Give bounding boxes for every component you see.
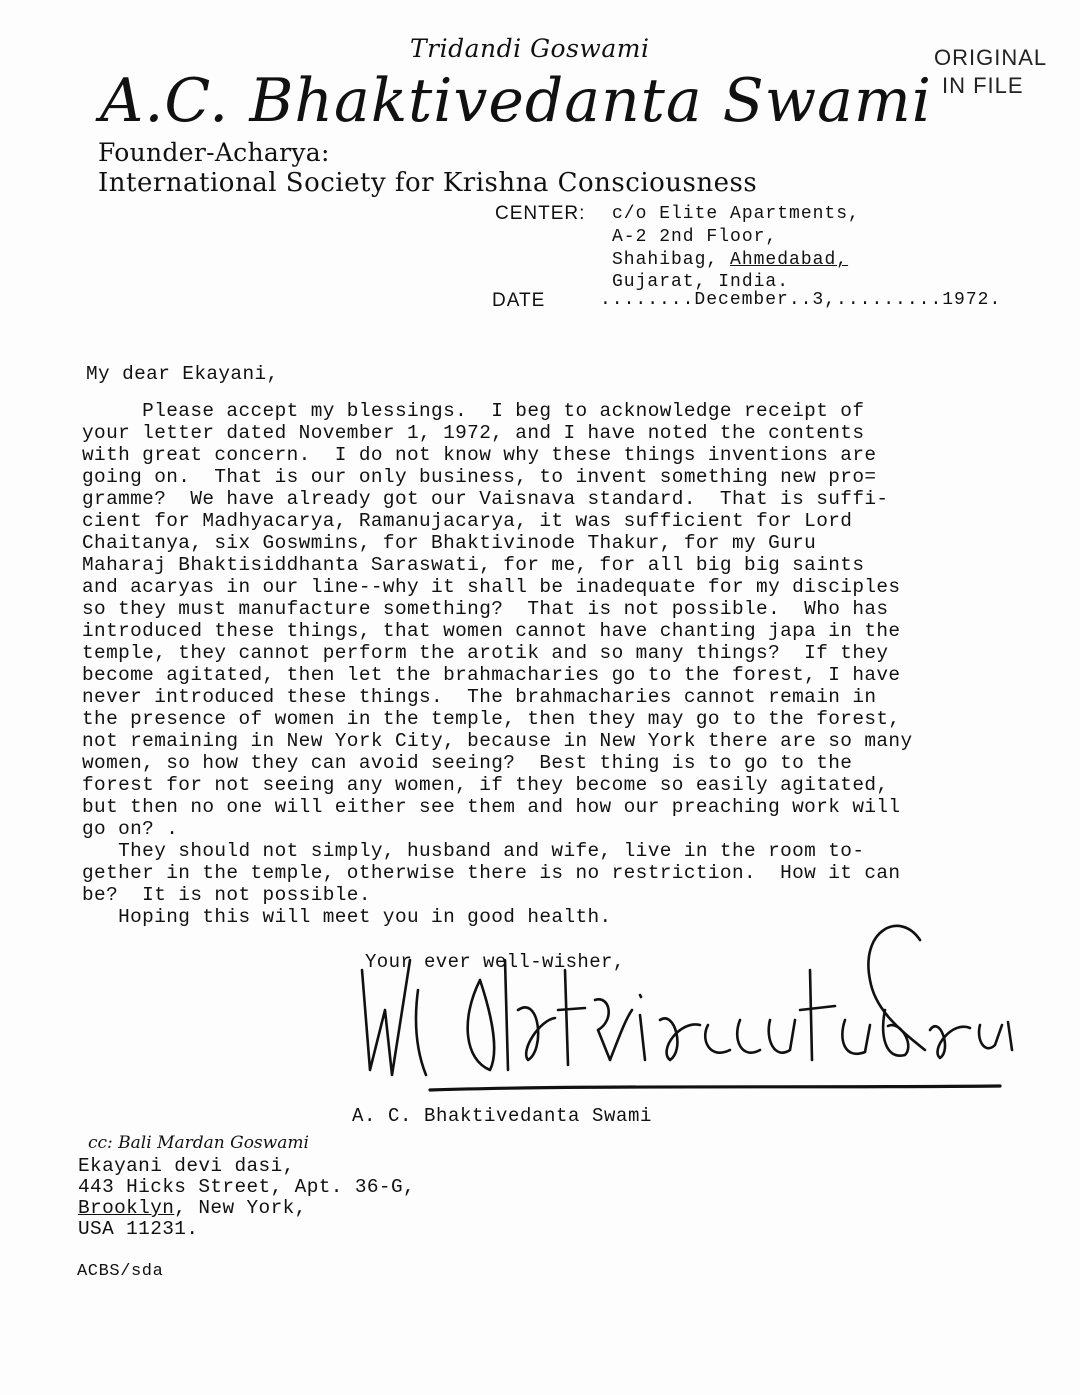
body-paragraph-1: Please accept my blessings. I beg to acknowledge receipt of your letter dated November 1, 1972, and I have noted the contents with great concern. I do not know why these things inventions are going on. That is our only business, to invent something new pro= gramme? We have already got our Vaisnava standard. That is suffi- cient for Madhyacarya, Ramanujacarya, it was sufficient for Lord Chaitanya, six Goswmins, for Bhaktivinode Thakur, for my Guru Maharaj Bhaktisiddhanta Saraswati, for me, for all big big saints and acaryas in our line--why it shall be inadequate for my disciples so they must manufacture something? That is not possible. Who has introduced these things, that women cannot have chanting japa in the temple, they cannot perform the arotik and so many things? If they become agitated, then let the brahmacharies go to the forest, I have never introduced these things. The brahmacharies cannot remain in the presence of women in the temple, then they may go to the forest, not remaining in New York City, because in New York there are so many women, so how they can avoid seeing? Best thing is to go to the forest for not seeing any women, if they become so easily agitated, but then no one will either see them and how our preaching work will go on? . (82, 400, 913, 840)
stamp-line-1: ORIGINAL (934, 45, 1048, 70)
closing: Your ever well-wisher, (365, 951, 625, 973)
recipient-line-3 (78, 1197, 307, 1219)
address-city: Ahmedabad, (730, 250, 849, 270)
address-line-1: c/o Elite Apartments, (612, 204, 860, 224)
society-name: International Society for Krishna Consciousness (98, 168, 758, 198)
founder-acharya-label: Founder-Acharya: (98, 138, 330, 167)
date-label: DATE (492, 290, 546, 311)
letterhead-subtitle: Tridandi Goswami (410, 34, 650, 63)
address-line-2: A-2 2nd Floor, (612, 227, 778, 247)
recipient-state: , New York, (174, 1197, 307, 1219)
reference-initials: ACBS/sda (77, 1262, 164, 1281)
body-paragraph-2: They should not simply, husband and wife, live in the room to- gether in the temple, otherwise there is no restriction. How it can be? It is not possible. (82, 840, 901, 906)
address-line-3 (612, 250, 848, 270)
address-line-4: Gujarat, India. (612, 272, 790, 292)
recipient-line-4: USA 11231. (78, 1218, 199, 1240)
recipient-borough: Brooklyn (78, 1197, 175, 1219)
cc-line: cc: Bali Mardan Goswami (88, 1133, 309, 1153)
body-paragraph-3: Hoping this will meet you in good health. (82, 906, 612, 928)
signature-name: A. C. Bhaktivedanta Swami (352, 1105, 653, 1127)
handwritten-signature (340, 900, 1030, 1110)
recipient-line-2: 443 Hicks Street, Apt. 36-G, (78, 1176, 416, 1198)
letterhead-title: A.C. Bhaktivedanta Swami (100, 66, 932, 136)
date-value: ........December..3,.........1972. (600, 290, 1002, 310)
center-label: CENTER: (495, 203, 586, 224)
recipient-line-1: Ekayani devi dasi, (78, 1155, 295, 1177)
stamp-line-2: IN FILE (942, 73, 1024, 98)
original-in-file-stamp (934, 44, 1074, 100)
address-area: Shahibag, (612, 250, 719, 270)
salutation: My dear Ekayani, (86, 363, 279, 385)
